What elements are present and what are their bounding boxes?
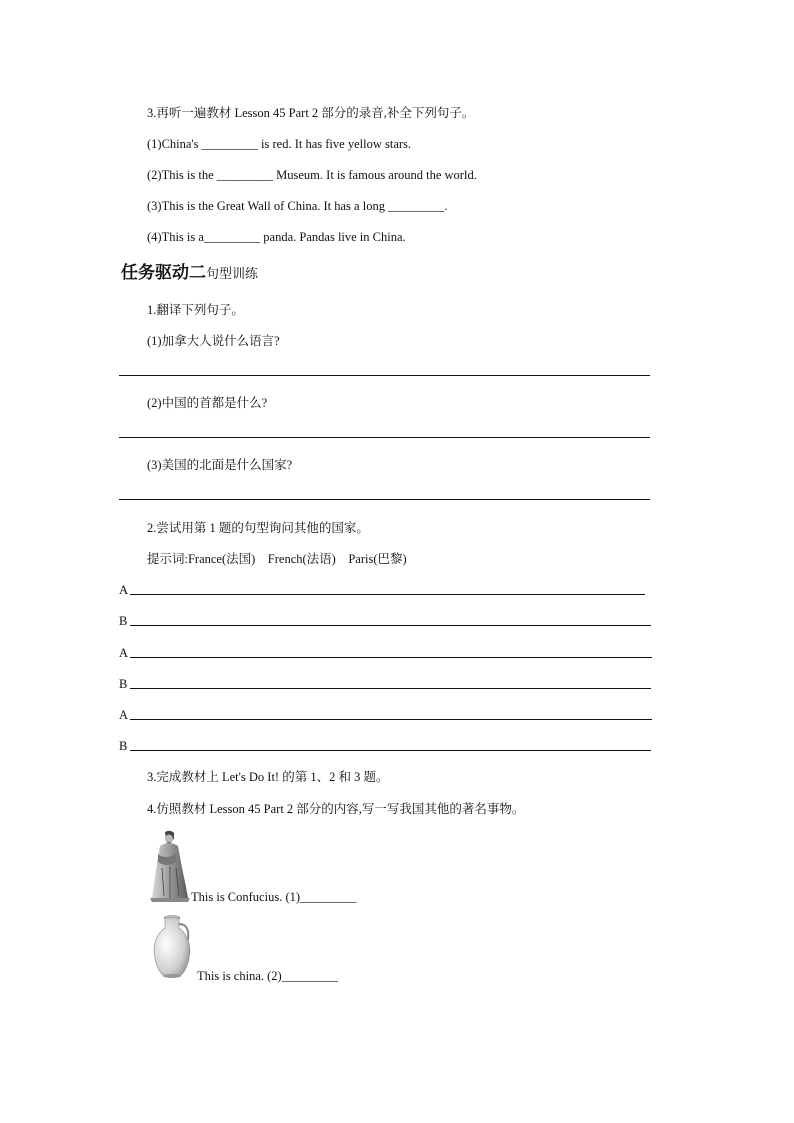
dialogue-blank[interactable] xyxy=(130,719,652,720)
dialogue-blank[interactable] xyxy=(130,750,651,751)
section3-item-4: (4)This is a_________ panda. Pandas live in China. xyxy=(147,230,406,244)
speaker-label: B xyxy=(119,677,128,691)
task2-title: 任务驱动二 xyxy=(121,263,206,283)
translate-question-3: (3)美国的北面是什么国家? xyxy=(147,458,293,472)
task2-heading xyxy=(121,262,258,286)
task2-subtitle: 句型训练 xyxy=(206,267,259,282)
speaker-label: A xyxy=(119,646,129,660)
dialogue-blank[interactable] xyxy=(130,625,651,626)
speaker-label: A xyxy=(119,708,129,722)
translate-question-2: (2)中国的首都是什么? xyxy=(147,396,268,410)
section4-heading: 4.仿照教材 Lesson 45 Part 2 部分的内容,写一写我国其他的著名事物。 xyxy=(147,802,525,816)
dialogue-blank[interactable] xyxy=(130,657,652,658)
section3b-text: 3.完成教材上 Let's Do It! 的第 1、2 和 3 题。 xyxy=(147,770,389,784)
confucius-illustration xyxy=(146,828,192,902)
speaker-label: B xyxy=(119,614,128,628)
section3-item-2: (2)This is the _________ Museum. It is famous around the world. xyxy=(147,168,477,182)
section3-heading: 3.再听一遍教材 Lesson 45 Part 2 部分的录音,补全下列句子。 xyxy=(147,106,475,120)
dialogue-heading: 2.尝试用第 1 题的句型询问其他的国家。 xyxy=(147,521,369,535)
china-sentence: This is china. (2)_________ xyxy=(197,969,338,983)
speaker-label: A xyxy=(119,583,129,597)
confucius-sentence: This is Confucius. (1)_________ xyxy=(191,890,357,904)
dialogue-blank[interactable] xyxy=(130,594,645,595)
section3-item-1: (1)China's _________ is red. It has five yellow stars. xyxy=(147,137,412,151)
answer-line-1[interactable] xyxy=(119,375,650,376)
section3-item-3: (3)This is the Great Wall of China. It has a long _________. xyxy=(147,199,448,213)
speaker-label: B xyxy=(119,739,128,753)
translate-heading: 1.翻译下列句子。 xyxy=(147,303,244,317)
answer-line-3[interactable] xyxy=(119,499,650,500)
vase-illustration xyxy=(150,914,194,980)
dialogue-hint: 提示词:France(法国) French(法语) Paris(巴黎) xyxy=(147,552,407,566)
answer-line-2[interactable] xyxy=(119,437,650,438)
translate-question-1: (1)加拿大人说什么语言? xyxy=(147,334,280,348)
dialogue-blank[interactable] xyxy=(130,688,651,689)
